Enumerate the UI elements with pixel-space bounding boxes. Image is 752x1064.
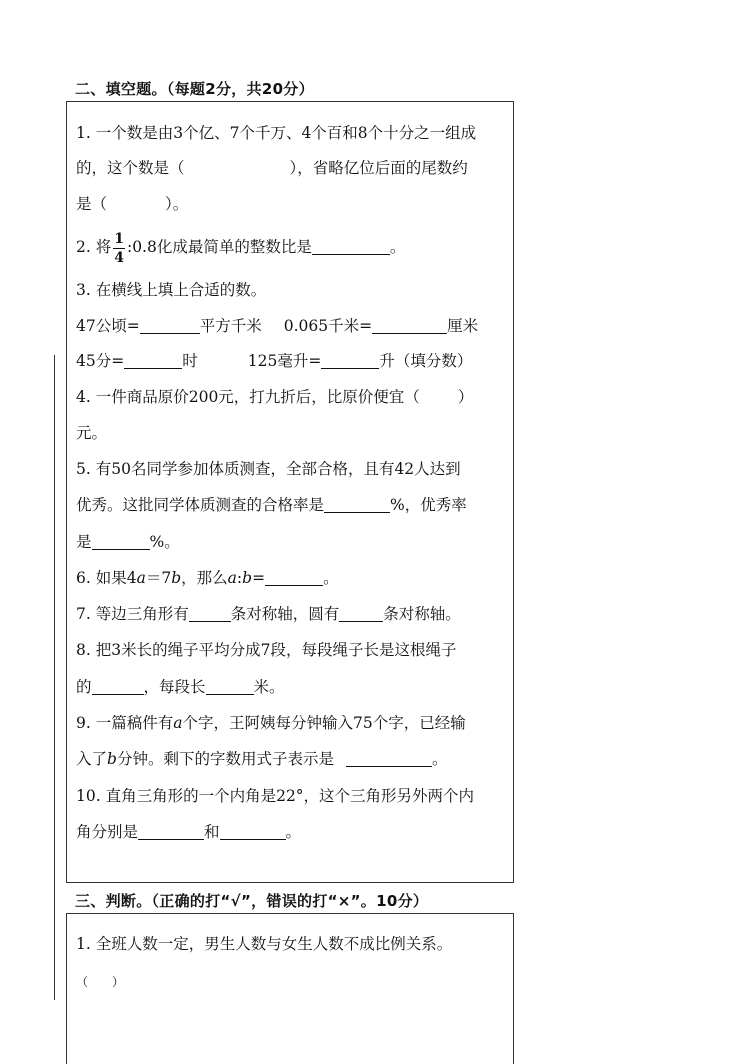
binding-margin-line (54, 355, 55, 1000)
q10-line1: 10. 直角三角形的一个内角是22°，这个三角形另外两个内 (76, 787, 475, 805)
q5-blank-excellent-rate[interactable] (92, 533, 150, 550)
q3-line2: 47公顷= 平方千米 0.065千米= 厘米 (76, 317, 479, 335)
q5-line3: 是 %。 (76, 533, 180, 551)
q3-blank-km[interactable] (372, 317, 447, 334)
q6-answer-blank[interactable] (265, 569, 323, 586)
q1-line2: 的，这个数是（ ），省略亿位后面的尾数约 (76, 159, 468, 177)
q8-line1: 8. 把3米长的绳子平均分成7段，每段绳子长是这根绳子 (76, 641, 457, 659)
q4-line2: 元。 (76, 424, 108, 442)
q2-line: 2. 将 $\frac{1}{4}$ :0.8化成最简单的整数比是 。 (76, 230, 406, 266)
q3-line1: 3. 在横线上填上合适的数。 (76, 281, 267, 299)
q6-line: 6. 如果4a＝7b，那么a:b= 。 (76, 569, 339, 587)
section2-title: 二、填空题。（每题2分，共20分） (75, 80, 314, 98)
q9-line2: 入了b分钟。剩下的字数用式子表示是 。 (76, 750, 448, 768)
q8-blank-fraction[interactable] (92, 678, 144, 695)
q7-line: 7. 等边三角形有 条对称轴，圆有 条对称轴。 (76, 605, 461, 623)
q10-blank-angle-2[interactable] (220, 823, 286, 840)
q5-line1: 5. 有50名同学参加体质测查，全部合格，且有42人达到 (76, 460, 461, 478)
q7-blank-triangle[interactable] (189, 605, 231, 622)
fraction-one-quarter: $\frac{1}{4}$ (114, 230, 124, 266)
q8-blank-length[interactable] (206, 678, 254, 695)
q4-line1: 4. 一件商品原价200元，打九折后，比原价便宜（ ） (76, 388, 474, 406)
judge-q1-answer-parens[interactable]: （ ） (76, 975, 125, 989)
q3-blank-minutes[interactable] (124, 352, 182, 369)
q10-blank-angle-1[interactable] (138, 823, 204, 840)
section3-title: 三、判断。（正确的打“√”，错误的打“×”。10分） (75, 892, 429, 910)
judge-q1-line1: 1. 全班人数一定，男生人数与女生人数不成比例关系。 (76, 935, 453, 953)
q3-blank-ml[interactable] (321, 352, 379, 369)
q10-line2: 角分别是 和 。 (76, 823, 302, 841)
q3-blank-hectare[interactable] (140, 317, 200, 334)
q1-line3: 是（ ）。 (76, 195, 189, 213)
q8-line2: 的 ，每段长 米。 (76, 678, 285, 696)
q7-blank-circle[interactable] (339, 605, 383, 622)
q5-line2: 优秀。这批同学体质测查的合格率是 %，优秀率 (76, 496, 467, 514)
q9-line1: 9. 一篇稿件有a个字，王阿姨每分钟输入75个字，已经输 (76, 714, 466, 732)
q5-blank-pass-rate[interactable] (324, 496, 390, 513)
q3-line3: 45分= 时 125毫升= 升（填分数） (76, 352, 473, 370)
q9-answer-blank[interactable] (346, 750, 432, 767)
q2-answer-blank[interactable] (312, 238, 390, 255)
q1-line1: 1. 一个数是由3个亿、7个千万、4个百和8个十分之一组成 (76, 124, 477, 142)
